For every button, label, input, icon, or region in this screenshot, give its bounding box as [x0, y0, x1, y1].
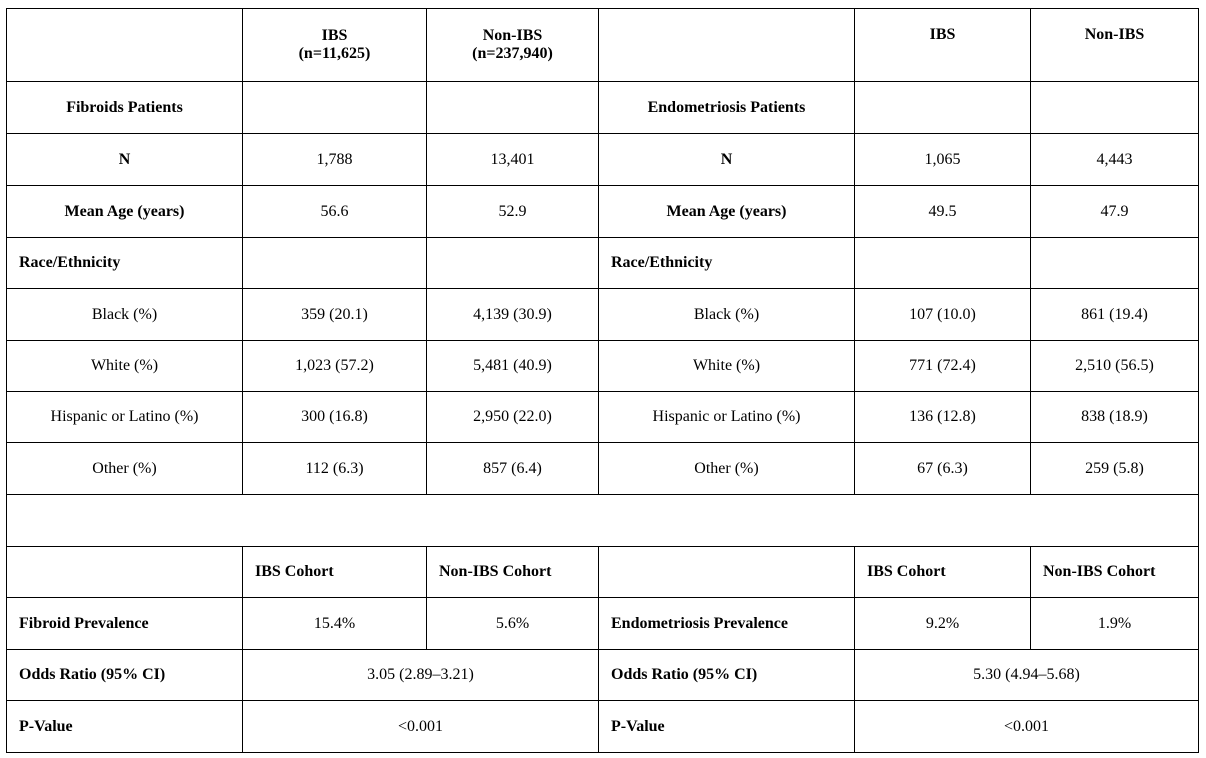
cell-endo-ibs: 136 (12.8): [855, 392, 1031, 443]
row-label: Black (%): [7, 289, 243, 341]
table-row: [7, 134, 1199, 186]
header-empty-left: [7, 9, 243, 82]
header-nonibs-line2: (n=237,940): [472, 45, 553, 62]
pvalue-value: <0.001: [243, 701, 599, 753]
prevalence-fibroid-nonibs: 5.6%: [427, 598, 599, 650]
results-table: [6, 8, 1199, 753]
header-empty-right: [599, 9, 855, 82]
odds-label-right: Odds Ratio (95% CI): [599, 650, 855, 701]
pvalue-row: [7, 701, 1199, 753]
cell-endo-nonibs: 47.9: [1031, 186, 1199, 238]
cohort-ibs: IBS Cohort: [243, 547, 427, 598]
prevalence-endo-ibs: 9.2%: [855, 598, 1031, 650]
cell-endo-nonibs: 4,443: [1031, 134, 1199, 186]
table-row: [7, 186, 1199, 238]
row-label: N: [7, 134, 243, 186]
cell-fibroid-nonibs: 5,481 (40.9): [427, 341, 599, 392]
header-nonibs-line1: Non-IBS: [482, 27, 543, 44]
cell-fibroid-ibs: 1,788: [243, 134, 427, 186]
section-empty: [427, 82, 599, 134]
spacer-cell: [7, 495, 1199, 547]
row-label: White (%): [7, 341, 243, 392]
row-label-right: Other (%): [599, 443, 855, 495]
row-label-right: Hispanic or Latino (%): [599, 392, 855, 443]
row-label: Hispanic or Latino (%): [7, 392, 243, 443]
cohort-empty: [7, 547, 243, 598]
table-row: [7, 289, 1199, 341]
cell-endo-ibs: 771 (72.4): [855, 341, 1031, 392]
table-row: [7, 392, 1199, 443]
prevalence-label: Fibroid Prevalence: [7, 598, 243, 650]
cell-fibroid-ibs: 359 (20.1): [243, 289, 427, 341]
pvalue-value-right: <0.001: [855, 701, 1199, 753]
header-ibs: [243, 9, 427, 82]
race-empty: [427, 238, 599, 289]
cohort-ibs-right: IBS Cohort: [855, 547, 1031, 598]
header-ibs-line1: IBS: [321, 27, 348, 44]
cell-endo-nonibs: 259 (5.8): [1031, 443, 1199, 495]
row-label-right: Black (%): [599, 289, 855, 341]
odds-value-right: 5.30 (4.94–5.68): [855, 650, 1199, 701]
table-row: [7, 443, 1199, 495]
section-empty: [243, 82, 427, 134]
cell-endo-nonibs: 838 (18.9): [1031, 392, 1199, 443]
table-row: [7, 341, 1199, 392]
prevalence-row: [7, 598, 1199, 650]
cell-fibroid-nonibs: 13,401: [427, 134, 599, 186]
cohort-nonibs-right: Non-IBS Cohort: [1031, 547, 1199, 598]
header-nonibs: [427, 9, 599, 82]
section-endometriosis: Endometriosis Patients: [599, 82, 855, 134]
race-header-left: Race/Ethnicity: [7, 238, 243, 289]
cell-fibroid-ibs: 56.6: [243, 186, 427, 238]
section-empty: [855, 82, 1031, 134]
row-label-right: White (%): [599, 341, 855, 392]
header-row: [7, 9, 1199, 82]
row-label: Other (%): [7, 443, 243, 495]
odds-ratio-row: [7, 650, 1199, 701]
pvalue-label: P-Value: [7, 701, 243, 753]
odds-value: 3.05 (2.89–3.21): [243, 650, 599, 701]
spacer-row: [7, 495, 1199, 547]
header-ibs-line2: (n=11,625): [298, 45, 371, 62]
prevalence-endo-nonibs: 1.9%: [1031, 598, 1199, 650]
cell-fibroid-ibs: 1,023 (57.2): [243, 341, 427, 392]
cell-endo-ibs: 67 (6.3): [855, 443, 1031, 495]
cell-endo-ibs: 1,065: [855, 134, 1031, 186]
race-empty: [243, 238, 427, 289]
cell-fibroid-ibs: 112 (6.3): [243, 443, 427, 495]
pvalue-label-right: P-Value: [599, 701, 855, 753]
cell-endo-ibs: 49.5: [855, 186, 1031, 238]
section-fibroids: Fibroids Patients: [7, 82, 243, 134]
header-nonibs-right: Non-IBS: [1031, 9, 1199, 82]
cell-fibroid-nonibs: 4,139 (30.9): [427, 289, 599, 341]
prevalence-label-right: Endometriosis Prevalence: [599, 598, 855, 650]
cell-endo-nonibs: 2,510 (56.5): [1031, 341, 1199, 392]
cell-endo-nonibs: 861 (19.4): [1031, 289, 1199, 341]
cell-endo-ibs: 107 (10.0): [855, 289, 1031, 341]
race-empty: [855, 238, 1031, 289]
cell-fibroid-nonibs: 52.9: [427, 186, 599, 238]
cohort-header-row: [7, 547, 1199, 598]
section-empty: [1031, 82, 1199, 134]
odds-label: Odds Ratio (95% CI): [7, 650, 243, 701]
section-row: [7, 82, 1199, 134]
row-label-right: N: [599, 134, 855, 186]
cell-fibroid-nonibs: 857 (6.4): [427, 443, 599, 495]
cohort-nonibs: Non-IBS Cohort: [427, 547, 599, 598]
race-header-right: Race/Ethnicity: [599, 238, 855, 289]
prevalence-fibroid-ibs: 15.4%: [243, 598, 427, 650]
cell-fibroid-nonibs: 2,950 (22.0): [427, 392, 599, 443]
race-header-row: [7, 238, 1199, 289]
cohort-empty: [599, 547, 855, 598]
row-label: Mean Age (years): [7, 186, 243, 238]
header-ibs-right: IBS: [855, 9, 1031, 82]
row-label-right: Mean Age (years): [599, 186, 855, 238]
race-empty: [1031, 238, 1199, 289]
cell-fibroid-ibs: 300 (16.8): [243, 392, 427, 443]
